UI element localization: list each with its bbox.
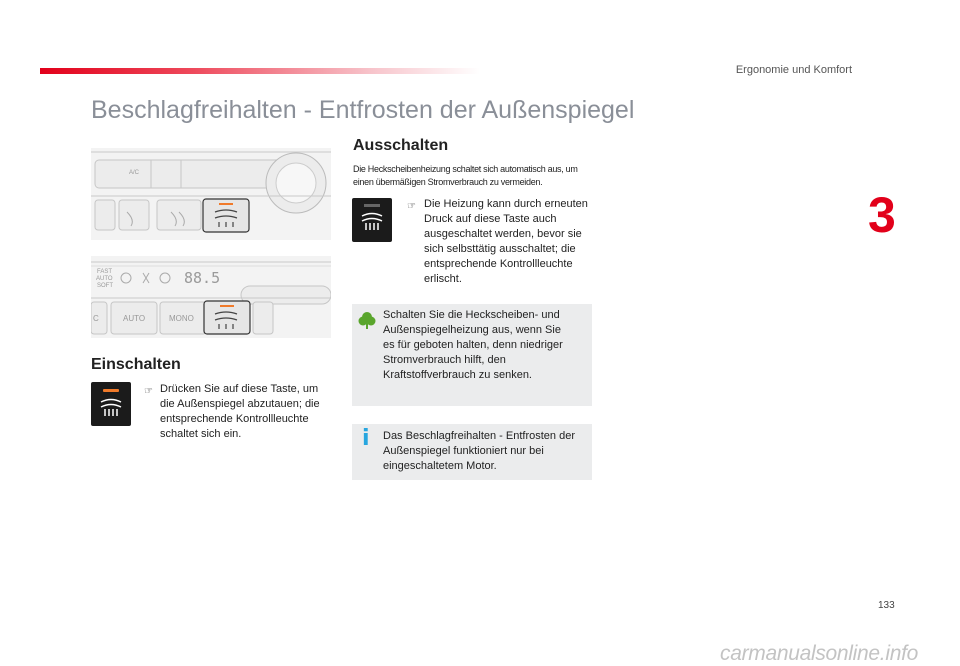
indicator-led-off: [364, 204, 380, 207]
header-accent-bar: [40, 68, 480, 74]
c-label: C: [93, 314, 99, 323]
control-panel-image-bottom: [91, 256, 331, 338]
einschalten-heading: Einschalten: [91, 356, 181, 373]
temperature-display: 88.5: [184, 269, 221, 287]
control-panel-top-drawing: [91, 148, 331, 240]
soft-label: SOFT: [97, 283, 113, 289]
defrost-icon: [360, 211, 384, 233]
page-heading: Beschlagfreihalten - Entfrosten der Außenspiegel: [91, 96, 635, 124]
ac-label: A/C: [129, 170, 140, 176]
auto-button-label: AUTO: [123, 314, 146, 323]
control-panel-image-top: [91, 148, 331, 240]
ausschalten-text: Die Heizung kann durch erneuten Druck auf diese Taste auch ausgeschaltet werden, bevor sie sich selbsttätig ausschaltet; die entsprechende Kontrollleuchte erlischt.: [424, 198, 588, 285]
auto-label: AUTO: [96, 276, 113, 282]
chapter-number: 3: [868, 187, 896, 243]
section-title: Ergonomie und Komfort: [735, 64, 852, 76]
page-number: 133: [878, 600, 895, 611]
mirror-defrost-button-icon-off: [352, 198, 392, 242]
defrost-icon: [99, 397, 123, 419]
mirror-defrost-button-icon: [91, 382, 131, 426]
einschalten-text: Drücken Sie auf diese Taste, um die Außenspiegel abzutauen; die entsprechende Kontrollleuchte schaltet sich ein.: [160, 383, 320, 440]
eco-tree-icon: [358, 310, 376, 330]
einschalten-bullet: ☞: [144, 386, 153, 397]
info-text: Das Beschlagfreihalten - Entfrosten der Außenspiegel funktioniert nur bei eingeschaltetem Motor.: [383, 430, 575, 472]
mono-button-label: MONO: [169, 314, 194, 323]
indicator-led: [103, 389, 119, 392]
info-icon: i: [362, 426, 370, 451]
info-box: [352, 424, 592, 480]
fast-label: FAST: [97, 269, 113, 275]
ausschalten-heading: Ausschalten: [353, 137, 449, 154]
watermark: carmanualsonline.info: [720, 642, 918, 665]
ausschalten-bullet: ☞: [407, 201, 416, 212]
eco-tip-box: [352, 304, 592, 406]
ausschalten-intro: Die Heckscheibenheizung schaltet sich automatisch aus, um einen übermäßigen Stromverbrauch zu vermeiden.: [353, 164, 578, 187]
eco-tip-text: Schalten Sie die Heckscheiben- und Außenspiegelheizung aus, wenn Sie es für geboten halten, denn niedriger Stromverbrauch hilft, den Kraftstoffverbrauch zu senken.: [383, 309, 563, 381]
